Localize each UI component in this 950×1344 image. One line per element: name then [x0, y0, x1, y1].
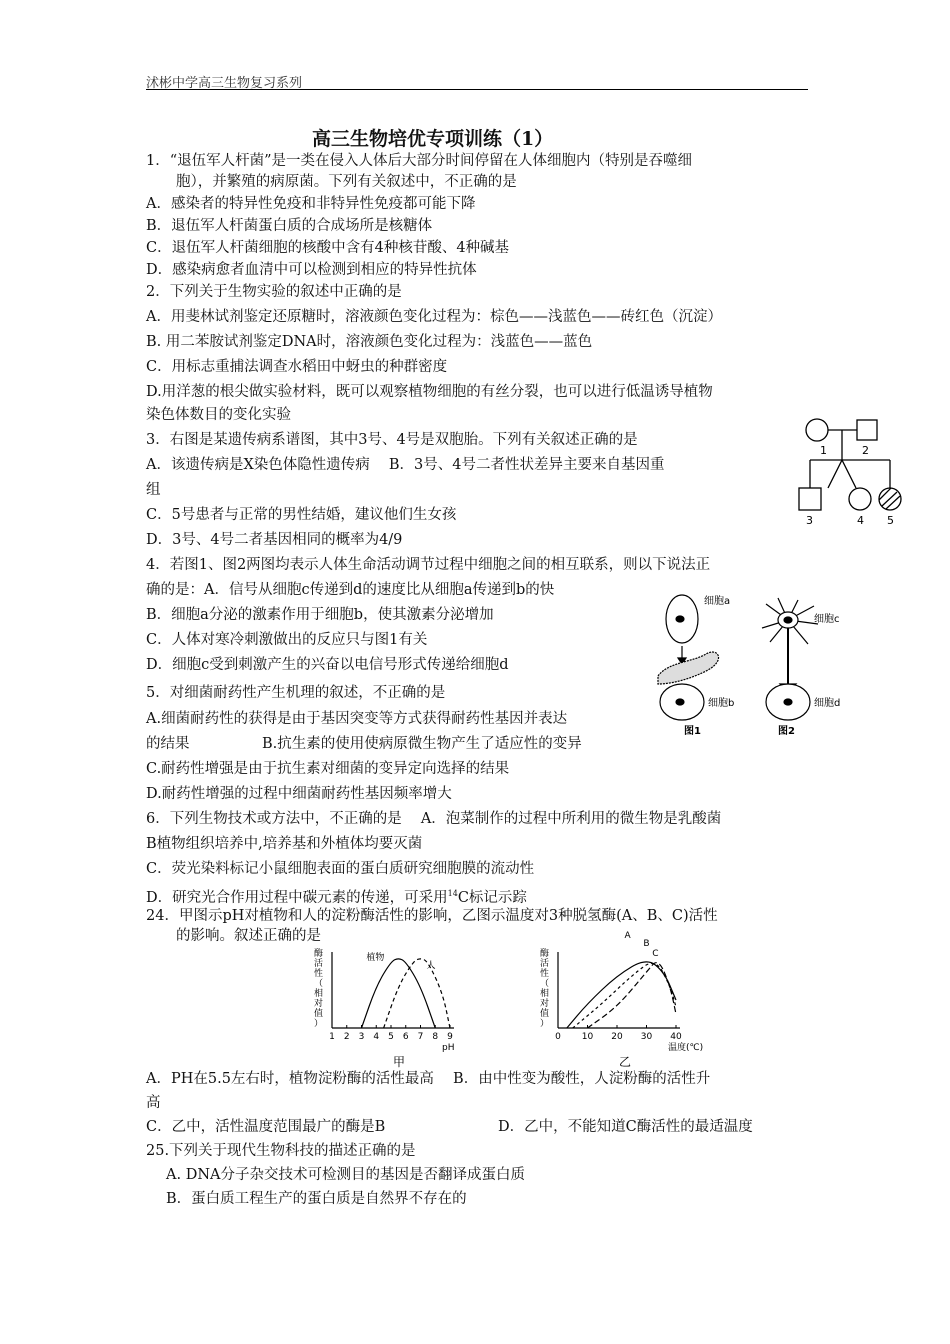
pedigree-label-2: 2 — [862, 444, 869, 457]
q2-option-d: D.用洋葱的根尖做实验材料，既可以观察植物细胞的有丝分裂，也可以进行低温诱导植物 — [146, 384, 713, 400]
q3-option-d: D．3号、4号二者基因相同的概率为4/9 — [146, 532, 403, 548]
pedigree-diagram — [780, 412, 920, 532]
q3-option-c: C．5号患者与正常的男性结婚，建议他们生女孩 — [146, 507, 457, 523]
pedigree-label-4: 4 — [857, 514, 864, 527]
ylabel-char: 对 — [540, 999, 550, 1009]
q1-option-b: B．退伍军人杆菌蛋白质的合成场所是核糖体 — [146, 218, 433, 234]
x-tick-label: 8 — [432, 1032, 439, 1042]
label-fig1: 图1 — [684, 726, 701, 737]
chart-title: 乙 — [618, 1055, 632, 1069]
q2-option-c: C．用标志重捕法调查水稻田中蚜虫的种群密度 — [146, 359, 448, 375]
series-label: B — [643, 939, 650, 949]
q6-stem: 6．下列生物技术或方法中，不正确的是 A．泡菜制作的过程中所利用的微生物是乳酸菌 — [146, 811, 722, 827]
header-rule — [146, 89, 808, 90]
pedigree-female-1 — [806, 419, 828, 441]
q24-option-ab: A．PH在5.5左右时，植物淀粉酶的活性最高 B．由中性变为酸性，人淀粉酶的活性升 — [146, 1071, 711, 1087]
q1-stem: 1．“退伍军人杆菌”是一类在侵入人体后大部分时间停留在人体细胞内（特别是吞噬细 — [146, 153, 693, 169]
series-line — [362, 959, 436, 1028]
q2-option-b: B. 用二苯胺试剂鉴定DNA时，溶液颜色变化过程为：浅蓝色——蓝色 — [146, 334, 593, 350]
series-line — [567, 962, 676, 1028]
pedigree-label-3: 3 — [806, 514, 813, 527]
series-line — [384, 959, 450, 1028]
q4-option-d: D．细胞c受到刺激产生的兴奋以电信号形式传递给细胞d — [146, 657, 509, 673]
q5-stem: 5．对细菌耐药性产生机理的叙述，不正确的是 — [146, 685, 446, 701]
ylabel-char: 值 — [314, 1009, 324, 1019]
label-cell-d: 细胞d — [814, 698, 841, 709]
q2-option-d-cont: 染色体数目的变化实验 — [146, 407, 291, 423]
chart-temp-enzyme — [532, 931, 704, 1069]
x-tick-label: 6 — [402, 1032, 409, 1042]
x-tick-label: 1 — [329, 1032, 335, 1042]
x-tick-label: 7 — [417, 1032, 424, 1042]
pedigree-female-4 — [849, 488, 871, 510]
chart-title: 甲 — [392, 1055, 406, 1069]
q1-option-a: A．感染者的特异性免疫和非特异性免疫都可能下降 — [146, 196, 476, 212]
ylabel-char: 对 — [314, 999, 324, 1009]
x-tick-label: 40 — [670, 1032, 682, 1042]
label-cell-b: 细胞b — [708, 698, 735, 709]
q24-stem-cont: 的影响。叙述正确的是 — [176, 928, 321, 944]
q24-option-d: D．乙中，不能知道C酶活性的最适温度 — [498, 1119, 753, 1135]
chart-ph-enzyme — [306, 944, 466, 1069]
ylabel-char: （ — [540, 979, 550, 989]
q3-option-b-cont: 组 — [146, 482, 161, 498]
x-tick-label: 30 — [640, 1032, 653, 1042]
x-tick-label: 2 — [343, 1032, 350, 1042]
series-label: 植物 — [366, 953, 385, 963]
ylabel-char: 值 — [540, 1009, 550, 1019]
pedigree-male-2 — [857, 420, 877, 440]
x-tick-label: 5 — [388, 1032, 394, 1042]
x-tick-label: 9 — [447, 1032, 453, 1042]
ylabel-char: ） — [540, 1019, 550, 1029]
ylabel-char: 性 — [540, 969, 550, 979]
q24-option-b-cont: 高 — [146, 1095, 161, 1111]
series-label: A — [624, 931, 631, 941]
pedigree-label-1: 1 — [820, 444, 827, 457]
q25-stem: 25.下列关于现代生物科技的描述正确的是 — [146, 1143, 416, 1159]
ylabel-char: 活 — [540, 959, 550, 969]
q24-option-c: C．乙中，活性温度范围最广的酶是B — [146, 1119, 386, 1135]
q4-option-b: B．细胞a分泌的激素作用于细胞b，使其激素分泌增加 — [146, 607, 494, 623]
ylabel-char: 相 — [540, 989, 550, 999]
q24-stem: 24．甲图示pH对植物和人的淀粉酶活性的影响，乙图示温度对3种脱氢酶(A、B、C)活性 — [146, 908, 718, 924]
q2-stem: 2．下列关于生物实验的叙述中正确的是 — [146, 284, 402, 300]
x-tick-label: 10 — [581, 1032, 594, 1042]
q4-option-a: 确的是：A．信号从细胞c传递到d的速度比从细胞a传递到b的快 — [146, 582, 555, 598]
pedigree-male-3 — [799, 488, 821, 510]
ylabel-char: 酶 — [314, 949, 324, 959]
q3-option-ab: A．该遗传病是X染色体隐性遗传病 B．3号、4号二者性状差异主要来自基因重 — [146, 457, 665, 473]
q1-option-d: D．感染病愈者血清中可以检测到相应的特异性抗体 — [146, 262, 477, 278]
q5-option-a: A.细菌耐药性的获得是由于基因突变等方式获得耐药性基因并表达 — [146, 711, 568, 727]
ylabel-char: 性 — [314, 969, 324, 979]
x-tick-label: 3 — [358, 1032, 365, 1042]
q5-option-d: D.耐药性增强的过程中细菌耐药性基因频率增大 — [146, 786, 452, 802]
q4-option-c: C．人体对寒冷刺激做出的反应只与图1有关 — [146, 632, 428, 648]
q1-option-c: C．退伍军人杆菌细胞的核酸中含有4种核苷酸、4种碱基 — [146, 240, 510, 256]
ylabel-char: （ — [314, 979, 324, 989]
x-axis-label: 温度(℃) — [668, 1043, 704, 1053]
q25-option-b: B．蛋白质工程生产的蛋白质是自然界不存在的 — [166, 1191, 467, 1207]
q25-option-a: A. DNA分子杂交技术可检测目的基因是否翻译成蛋白质 — [166, 1167, 525, 1183]
q1-stem-cont: 胞），并繁殖的病原菌。下列有关叙述中，不正确的是 — [176, 174, 517, 190]
q5-option-c: C.耐药性增强是由于抗生素对细菌的变异定向选择的结果 — [146, 761, 510, 777]
ylabel-char: ） — [314, 1019, 324, 1029]
q3-stem: 3．右图是某遗传病系谱图，其中3号、4号是双胞胎。下列有关叙述正确的是 — [146, 432, 638, 448]
pedigree-label-5: 5 — [887, 514, 894, 527]
q4-stem: 4．若图1、图2两图均表示人体生命活动调节过程中细胞之间的相互联系，则以下说法正 — [146, 557, 711, 573]
blood-vessel — [658, 652, 719, 684]
q6-option-c: C．荧光染料标记小鼠细胞表面的蛋白质研究细胞膜的流动性 — [146, 861, 535, 877]
label-cell-a: 细胞a — [704, 596, 731, 607]
q6-option-d: D．研究光合作用过程中碳元素的传递，可采用$^{14}$C标记示踪 — [146, 889, 527, 906]
q6-option-b: B植物组织培养中,培养基和外植体均要灭菌 — [146, 836, 423, 852]
ylabel-char: 酶 — [540, 949, 550, 959]
page-title: 高三生物培优专项训练（1） — [312, 128, 554, 150]
cell-signaling-figure — [648, 592, 858, 742]
x-tick-label: 20 — [611, 1032, 623, 1042]
ylabel-char: 活 — [314, 959, 324, 969]
label-cell-c: 细胞c — [814, 614, 840, 625]
page-header: 沭彬中学高三生物复习系列 — [146, 76, 303, 91]
series-line — [573, 963, 676, 1028]
label-fig2: 图2 — [778, 726, 795, 737]
x-tick-label: 0 — [555, 1032, 561, 1042]
q5-option-ab: 的结果 B.抗生素的使用使病原微生物产生了适应性的变异 — [146, 736, 582, 752]
x-tick-label: 4 — [373, 1032, 380, 1042]
x-axis-label: pH — [442, 1043, 455, 1053]
series-label: C — [652, 949, 659, 959]
series-label: 人 — [426, 961, 436, 971]
q2-option-a: A．用斐林试剂鉴定还原糖时，溶液颜色变化过程为：棕色——浅蓝色——砖红色（沉淀） — [146, 309, 722, 325]
ylabel-char: 相 — [314, 989, 324, 999]
